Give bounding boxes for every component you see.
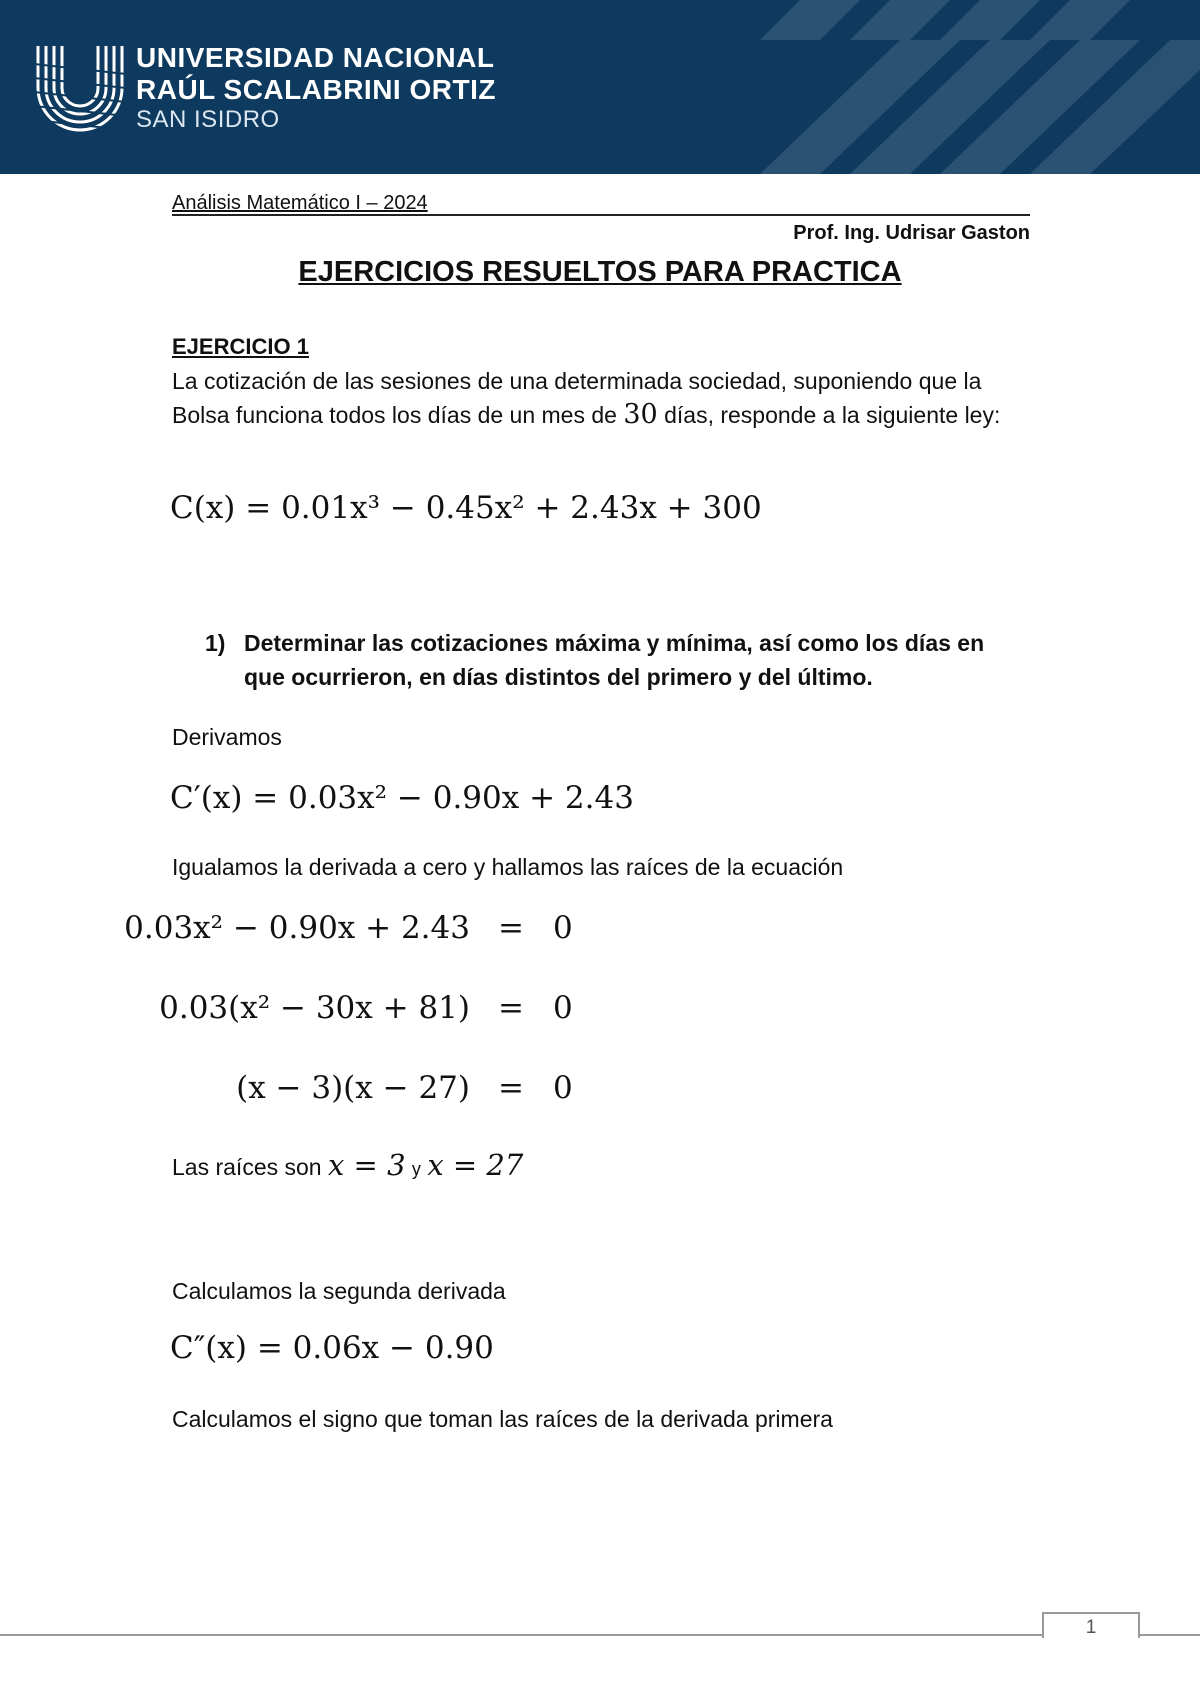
footer-line: [0, 1634, 1200, 1636]
equation-row: [0, 1070, 700, 1110]
second-derivative: C″(x) = 0.06x − 0.90: [170, 1330, 494, 1366]
course-title: Análisis Matemático I – 2024: [172, 192, 428, 214]
equation-rhs: 0: [553, 990, 573, 1026]
header-banner: [0, 0, 1200, 174]
page-number: 1: [1085, 1617, 1097, 1638]
equation-row: [0, 910, 700, 950]
roots-line: [172, 1148, 1022, 1186]
equation-sign: =: [498, 910, 524, 946]
statement-part1: La cotización de las sesiones de una determinada sociedad, suponiendo que la Bolsa funciona todos los días de un mes de: [172, 368, 982, 428]
root-2: x = 27: [427, 1148, 524, 1182]
question-number: 1): [205, 630, 226, 656]
cost-function: C(x) = 0.01x³ − 0.45x² + 2.43x + 300: [170, 490, 762, 526]
roots-label: Las raíces son: [172, 1154, 322, 1180]
equation-lhs: (x − 3)(x − 27): [236, 1070, 470, 1106]
exercise-title: EJERCICIO 1: [172, 334, 309, 359]
equation-sign: =: [498, 1070, 524, 1106]
equation-row: [0, 990, 700, 1030]
derive-label: Derivamos: [172, 724, 282, 750]
sign-label: Calculamos el signo que toman las raíces de la derivada primera: [172, 1406, 833, 1432]
equation-rhs: 0: [553, 910, 573, 946]
equation-lhs: 0.03x² − 0.90x + 2.43: [124, 910, 470, 946]
university-logo-icon: [34, 44, 126, 132]
header-rule: [172, 214, 1030, 216]
statement-number: 30: [623, 399, 658, 430]
statement-part2: días, responde a la siguiente ley:: [664, 402, 1001, 428]
university-name-line1: UNIVERSIDAD NACIONAL: [136, 42, 495, 73]
university-campus: SAN ISIDRO: [136, 106, 280, 133]
root-1: x = 3: [327, 1148, 406, 1182]
university-name-line2: RAÚL SCALABRINI ORTIZ: [136, 74, 496, 105]
second-derivative-label: Calculamos la segunda derivada: [172, 1278, 506, 1304]
roots-connector: y: [411, 1159, 421, 1179]
question-text: Determinar las cotizaciones máxima y mínima, así como los días en que ocurrieron, en días distintos del primero y del último.: [244, 630, 985, 690]
page-title: EJERCICIOS RESUELTOS PARA PRACTICA: [298, 256, 902, 288]
professor-name: Prof. Ing. Udrisar Gaston: [793, 222, 1030, 244]
exercise-statement: [172, 364, 1022, 432]
equation-rhs: 0: [553, 1070, 573, 1106]
equation-sign: =: [498, 990, 524, 1026]
equation-lhs: 0.03(x² − 30x + 81): [159, 990, 470, 1026]
equate-label: Igualamos la derivada a cero y hallamos las raíces de la ecuación: [172, 854, 844, 880]
first-derivative: C′(x) = 0.03x² − 0.90x + 2.43: [170, 780, 634, 816]
